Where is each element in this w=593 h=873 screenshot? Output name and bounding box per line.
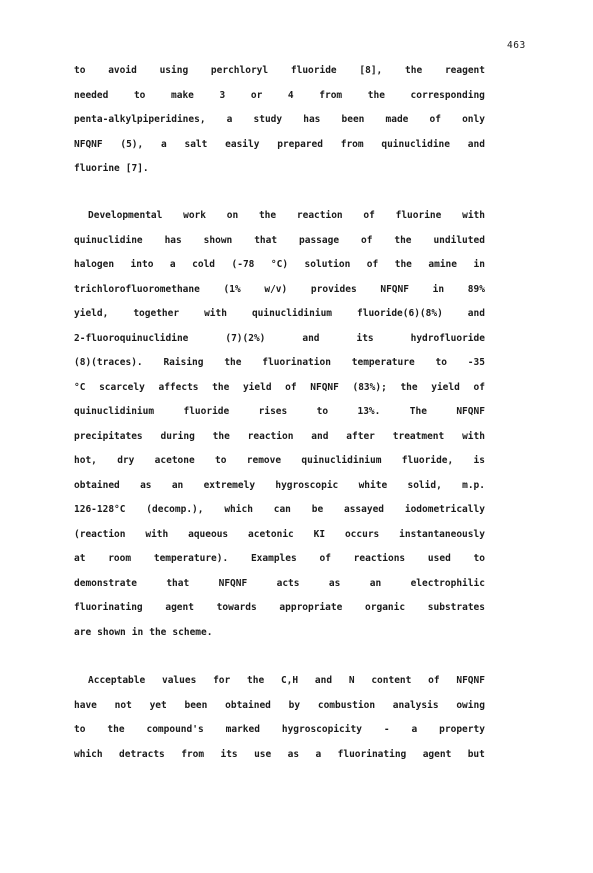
- word: scheme.: [172, 626, 213, 638]
- word: hygroscopicity: [281, 724, 362, 735]
- word: the: [367, 89, 385, 101]
- word: yield,: [74, 308, 109, 319]
- word: yield: [242, 381, 272, 393]
- word: work: [183, 210, 206, 221]
- paragraph-3: [74, 675, 485, 773]
- word: analysis: [392, 699, 439, 711]
- word: NFQNF: [74, 138, 103, 150]
- word: fluoride: [183, 406, 230, 417]
- text-line: [74, 90, 485, 115]
- word: the: [394, 234, 412, 246]
- word: values: [161, 675, 197, 686]
- word: °C: [74, 381, 86, 393]
- text-line: [74, 455, 485, 480]
- text-line: [74, 114, 485, 139]
- word: (7)(2%): [225, 332, 266, 344]
- text-line: [74, 700, 485, 725]
- word: cold: [192, 259, 216, 270]
- word: that: [254, 234, 278, 246]
- text-line: [74, 553, 485, 578]
- word: together: [133, 308, 180, 319]
- word: (reaction: [74, 528, 126, 540]
- word: halogen: [74, 259, 115, 270]
- word: of: [285, 381, 297, 393]
- word: hot,: [74, 455, 97, 466]
- word: [7].: [125, 163, 149, 174]
- word: of: [428, 675, 440, 686]
- word: treatment: [392, 430, 445, 442]
- word: reactions: [353, 553, 406, 564]
- word: quinuclidinium: [301, 455, 382, 466]
- word: temperature).: [153, 553, 229, 564]
- word: the: [212, 381, 230, 393]
- word: from: [340, 138, 364, 150]
- word: N: [348, 675, 355, 686]
- word: (5),: [120, 138, 144, 150]
- word: only: [462, 114, 485, 125]
- text-line: [74, 504, 485, 529]
- word: property: [439, 724, 485, 735]
- word: 3: [219, 89, 226, 101]
- text-line: [74, 259, 485, 284]
- text-line: [74, 284, 485, 309]
- text-line: [74, 578, 485, 603]
- word: of: [319, 553, 331, 564]
- word: of: [363, 210, 375, 221]
- word: its: [356, 332, 374, 344]
- word: (8)(traces).: [74, 357, 143, 368]
- word: prepared: [277, 138, 323, 150]
- word: and: [467, 138, 485, 150]
- word: Acceptable: [88, 675, 146, 686]
- word: content: [371, 675, 412, 686]
- word: the: [247, 675, 265, 686]
- word: salt: [184, 138, 208, 150]
- word: affects: [158, 381, 199, 393]
- word: the: [258, 210, 277, 221]
- word: organic: [365, 602, 406, 613]
- word: substrates: [427, 602, 485, 613]
- word: hygroscopic: [275, 479, 339, 491]
- word: iodometrically: [404, 504, 485, 515]
- word: with: [462, 210, 485, 221]
- word: reaction: [296, 210, 343, 221]
- word: fluorine: [395, 210, 442, 221]
- word: as: [287, 748, 300, 760]
- word: yield: [431, 381, 460, 393]
- word: a: [411, 724, 418, 735]
- text-line: [74, 308, 485, 333]
- word: are: [74, 626, 92, 638]
- word: dry: [117, 455, 135, 466]
- word: Raising: [163, 357, 204, 368]
- word: towards: [216, 602, 257, 613]
- word: fluorinating: [74, 602, 143, 613]
- word: is: [473, 455, 485, 466]
- word: -35: [467, 357, 485, 368]
- word: acetone: [154, 455, 195, 466]
- text-line: [74, 406, 485, 431]
- word: aqueous: [188, 528, 229, 540]
- word: a: [226, 114, 233, 125]
- word: acts: [276, 577, 300, 589]
- word: on: [226, 210, 239, 221]
- word: and: [311, 430, 329, 442]
- word: obtained: [74, 479, 120, 491]
- word: demonstrate: [74, 577, 137, 589]
- word: not: [114, 699, 132, 711]
- word: made: [385, 114, 409, 125]
- word: has: [164, 234, 182, 246]
- text-line: [74, 480, 485, 505]
- word: and: [302, 332, 320, 344]
- word: in: [131, 626, 144, 638]
- word: have: [74, 699, 97, 711]
- word: used: [427, 553, 451, 564]
- word: at: [74, 553, 86, 564]
- word: The: [409, 406, 427, 417]
- word: but: [467, 748, 485, 760]
- word: into: [130, 259, 154, 270]
- word: assayed: [343, 504, 385, 515]
- word: amine: [428, 259, 457, 270]
- word: C,H: [280, 675, 299, 686]
- word: °C): [270, 259, 289, 270]
- word: passage: [299, 234, 340, 246]
- text-line: [74, 382, 485, 407]
- word: 89%: [467, 283, 485, 295]
- word: detracts: [119, 748, 165, 760]
- word: and: [314, 675, 333, 686]
- word: been: [341, 114, 365, 125]
- word: from: [181, 748, 205, 760]
- word: obtained: [225, 699, 271, 711]
- text-line: [74, 210, 485, 235]
- word: the: [224, 357, 242, 368]
- word: (1%: [223, 283, 241, 295]
- word: marked: [225, 724, 260, 735]
- word: a: [161, 138, 167, 150]
- word: of: [366, 259, 379, 270]
- word: w/v): [264, 283, 288, 295]
- paragraph-2: [74, 210, 485, 651]
- word: to: [316, 406, 329, 417]
- word: study: [253, 114, 283, 125]
- word: fluorinating: [337, 748, 407, 760]
- word: remove: [246, 455, 282, 466]
- word: has: [303, 114, 321, 125]
- word: can: [273, 504, 291, 515]
- word: agent: [165, 602, 194, 613]
- word: (decomp.),: [146, 504, 204, 515]
- word: the: [394, 259, 412, 270]
- word: for: [213, 675, 231, 686]
- word: an: [369, 577, 382, 589]
- word: 13%.: [357, 406, 381, 417]
- word: provides: [310, 283, 357, 295]
- word: 2-fluoroquinuclidine: [74, 332, 189, 344]
- word: in: [473, 259, 485, 270]
- word: -: [383, 724, 390, 735]
- word: with: [204, 308, 227, 319]
- word: NFQNF: [380, 283, 409, 295]
- word: KI: [313, 528, 326, 540]
- word: reaction: [247, 430, 294, 442]
- word: occurs: [344, 528, 380, 540]
- word: Examples: [250, 553, 297, 564]
- word: solid,: [407, 479, 442, 491]
- word: from: [319, 89, 343, 101]
- word: owing: [456, 699, 485, 711]
- word: reagent: [444, 65, 485, 76]
- word: acetonic: [248, 528, 294, 540]
- text-line: [74, 333, 485, 358]
- word: fluoride(6)(8%): [357, 308, 443, 319]
- text-line: [74, 431, 485, 456]
- text-line: [74, 627, 485, 652]
- word: appropriate: [279, 602, 343, 613]
- word: Developmental: [88, 210, 163, 221]
- word: compound's: [146, 724, 204, 735]
- word: instantaneously: [399, 528, 485, 540]
- word: of: [473, 381, 485, 393]
- word: scarcely: [99, 381, 145, 393]
- word: that: [166, 577, 190, 589]
- word: a: [169, 259, 176, 270]
- word: the: [212, 430, 230, 442]
- word: which: [74, 748, 103, 760]
- word: penta-alkylpiperidines,: [74, 114, 206, 125]
- word: easily: [225, 138, 260, 150]
- word: rises: [258, 406, 288, 417]
- word: NFQNF: [456, 675, 485, 686]
- word: of: [360, 234, 373, 246]
- word: to: [435, 357, 447, 368]
- word: been: [184, 699, 208, 711]
- word: combustion: [317, 699, 376, 711]
- word: fluorination: [262, 357, 331, 368]
- word: to: [74, 724, 86, 735]
- word: agent: [422, 748, 452, 760]
- text-line: [74, 749, 485, 774]
- word: to: [133, 89, 146, 101]
- text-line: [74, 235, 485, 260]
- word: trichlorofluoromethane: [74, 283, 200, 295]
- word: NFQNF: [218, 577, 248, 589]
- text-line: [74, 357, 485, 382]
- text-line: [74, 602, 485, 627]
- text-line: [74, 65, 485, 90]
- text-line: [74, 675, 485, 700]
- word: the: [107, 724, 125, 735]
- word: fluorine: [74, 163, 120, 174]
- word: solution: [304, 259, 351, 270]
- word: [8],: [359, 65, 383, 76]
- word: and: [467, 308, 485, 319]
- word: or: [250, 89, 263, 101]
- word: temperature: [351, 357, 415, 368]
- word: avoid: [108, 65, 137, 76]
- word: room: [108, 553, 132, 564]
- word: precipitates: [74, 430, 143, 442]
- word: quinuclidinium: [74, 406, 155, 417]
- word: yet: [149, 699, 167, 711]
- text-line: [74, 529, 485, 554]
- word: fluoride,: [401, 455, 454, 466]
- word: by: [288, 699, 301, 711]
- word: undiluted: [433, 234, 485, 246]
- word: electrophilic: [410, 577, 485, 589]
- word: with: [462, 430, 485, 442]
- word: as: [328, 577, 341, 589]
- word: the: [405, 65, 423, 76]
- text-line: [74, 724, 485, 749]
- word: its: [220, 748, 238, 760]
- word: the: [400, 381, 418, 393]
- page-number: 463: [507, 40, 526, 51]
- text-line: [74, 139, 485, 164]
- word: the: [149, 626, 167, 638]
- word: shown: [203, 234, 233, 246]
- word: to: [74, 65, 86, 76]
- word: needed: [74, 89, 109, 101]
- word: hydrofluoride: [410, 332, 485, 344]
- word: in: [432, 283, 445, 295]
- word: white: [358, 479, 388, 491]
- word: shown: [97, 626, 126, 638]
- word: as: [140, 479, 152, 491]
- word: NFQNF: [456, 406, 485, 417]
- word: fluoride: [290, 65, 337, 76]
- word: using: [159, 65, 189, 76]
- word: use: [254, 748, 272, 760]
- word: make: [171, 89, 194, 101]
- word: with: [145, 528, 169, 540]
- paragraph-1: [74, 65, 485, 188]
- word: 126-128°C: [74, 504, 126, 515]
- word: after: [346, 430, 375, 442]
- word: quinuclidinium: [251, 308, 333, 319]
- word: quinuclidine: [74, 234, 143, 246]
- word: extremely: [203, 479, 256, 491]
- word: an: [171, 479, 184, 491]
- word: which: [224, 504, 253, 515]
- word: a: [315, 748, 322, 760]
- word: be: [311, 504, 324, 515]
- word: during: [160, 430, 195, 442]
- word: perchloryl: [210, 65, 269, 76]
- word: quinuclidine: [381, 138, 450, 150]
- word: corresponding: [410, 89, 485, 101]
- word: NFQNF: [310, 381, 339, 393]
- word: (-78: [231, 259, 255, 270]
- word: (83%);: [352, 381, 387, 393]
- word: of: [429, 114, 441, 125]
- text-line: [74, 163, 485, 188]
- word: to: [215, 455, 227, 466]
- word: 4: [287, 89, 294, 101]
- word: m.p.: [462, 479, 485, 491]
- word: to: [473, 553, 485, 564]
